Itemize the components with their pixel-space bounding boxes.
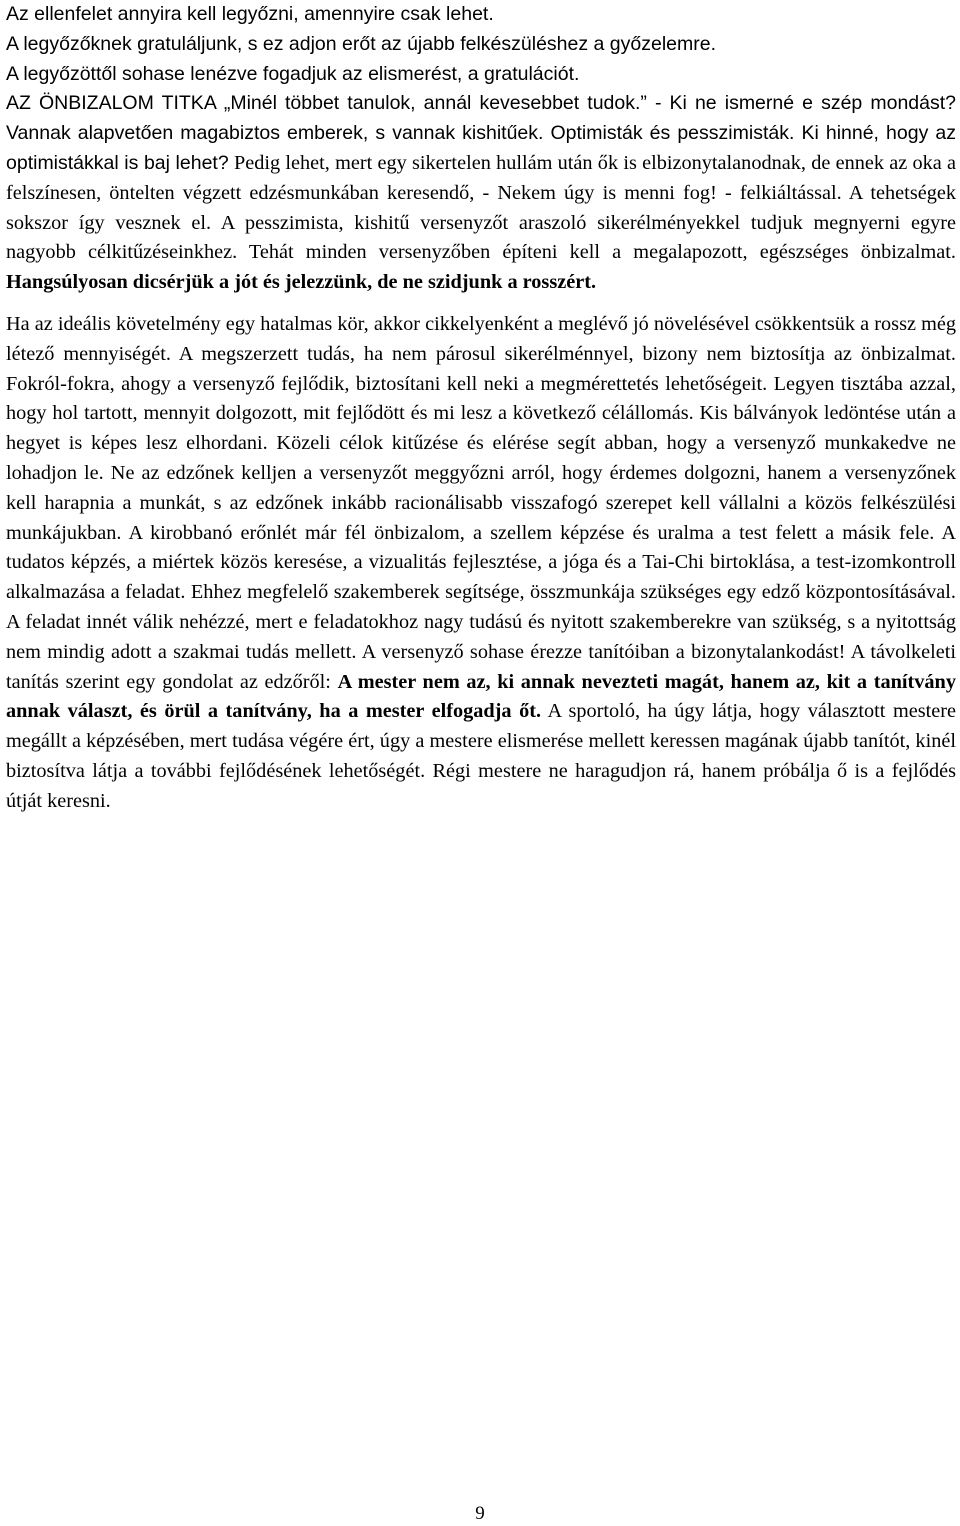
paragraph-self-confidence (6, 89, 956, 298)
paragraph-ideal-requirement (6, 310, 956, 817)
paragraph1-heading-text: AZ ÖNBIZALOM TITKA „Minél többet tanulok, annál kevesebbet tudok.” - Ki ne ismerné e szép mondást? Vannak alapvetően magabiztos emberek, s vannak kishitűek. Optimisták és pesszimisták. Ki hinné, hogy az optimistákkal is baj lehet? (6, 92, 956, 174)
paragraph2-text-1: Ha az ideális követelmény egy hatalmas kör, akkor cikkelyenként a meglévő jó növelésével csökkentsük a rossz még létező mennyiségét. A megszerzett tudás, ha nem párosul sikerélménnyel, bizony nem biztosítja az önbizalmat. Fokról-fokra, ahogy a versenyző fejlődik, biztosítani kell neki a megmérettetés lehetőségeit. Legyen tisztába azzal, hogy hol tartott, mennyit dolgozott, mit fejlődött és mi lesz a következő célállomás. Kis bálványok ledöntése után a hegyet is képes lesz elhordani. Közeli célok kitűzése és elérése segít abban, hogy a versenyző munkakedve ne lohadjon le. Ne az edzőnek kelljen a versenyzőt meggyőzni arról, hogy érdemes dolgozni, hanem a versenyzőnek kell harapnia a munkát, s az edzőnek inkább racionálisabb visszafogó szerepet kell vállalni a közös felkészülési munkájukban. A kirobbanó erőnlét már fél önbizalom, a szellem képzése és uralma a test felett a másik fele. A tudatos képzés, a miértek közös keresése, a vizualitás fejlesztése, a jóga és a Tai-Chi birtoklása, a test-izomkontroll alkalmazása a feladat. Ehhez megfelelő szakemberek segítsége, összmunkája szükséges egy edző központosításával. A feladat innét válik nehézzé, mert e feladatokhoz nagy tudású és nyitott szakemberekre van szükség, s a nyitottság nem mindig adott a szakmai tudás mellett. A versenyző sohase érezze tanítóiban a bizonytalankodást! A távolkeleti tanítás szerint egy gondolat az edzőről: (6, 312, 956, 693)
page-number: 9 (475, 1503, 485, 1524)
intro-line-3: A legyőzöttől sohase lenézve fogadjuk az elismerést, a gratulációt. (6, 62, 580, 85)
paragraph1-body-text: Pedig lehet, mert egy sikertelen hullám után ők is elbizonytalanodnak, de ennek az oka a felszínesen, öntelten végzett edzésmunkában keresendő, - Nekem úgy is menni fog! - felkiáltással. A tehetségek sokszor így vesznek el. A pesszimista, kishitű versenyzőt araszoló sikerélményekkel tudjuk megnyerni egyre nagyobb célkitűzéseinkhez. Tehát minden versenyzőben építeni kell a megalapozott, egészséges önbizalmat. (6, 151, 956, 264)
document-page (6, 0, 956, 817)
paragraph2-text-2: A sportoló, ha úgy látja, hogy választott mestere megállt a képzésében, mert tudása végére ért, úgy a mestere elismerése mellett keressen magának újabb tanítót, kinél biztosítva látja a további fejlődésének lehetőségét. Régi mestere ne haragudjon rá, hanem próbálja ő is a fejlődés útját keresni. (6, 700, 956, 812)
intro-line-1: Az ellenfelet annyira kell legyőzni, amennyire csak lehet. (6, 3, 494, 25)
paragraph1-bold-text: Hangsúlyosan dicsérjük a jót és jelezzünk, de ne szidjunk a rosszért. (6, 271, 597, 294)
intro-line-2: A legyőzőknek gratuláljunk, s ez adjon erőt az újabb felkészüléshez a győzelemre. (6, 32, 716, 55)
paragraph2-bold-quote: A mester nem az, ki annak nevezteti magát, hanem az, kit a tanítvány annak választ, és örül a tanítvány, ha a mester elfogadja őt. (6, 670, 956, 723)
